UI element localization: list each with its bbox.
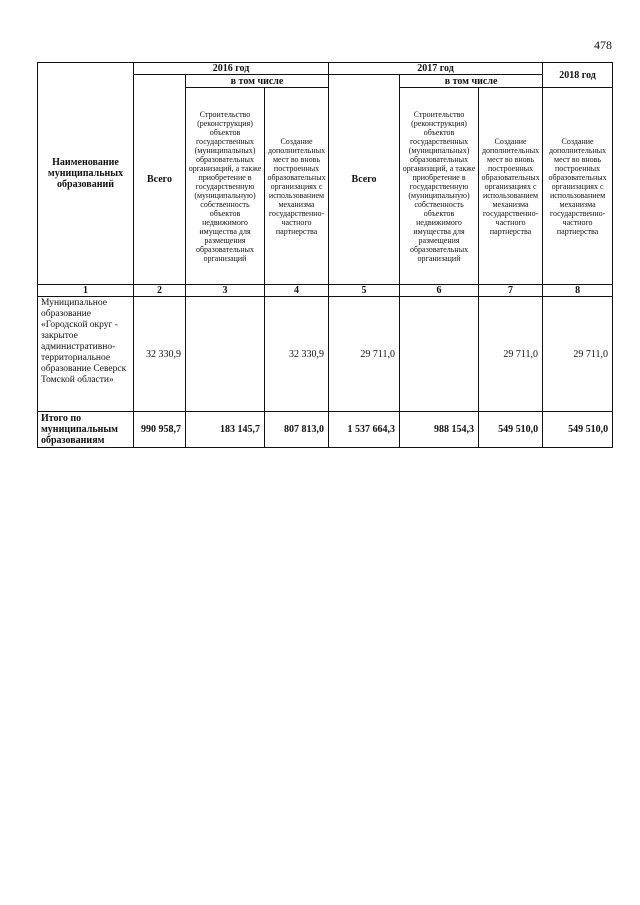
column-number: 3 (186, 285, 265, 297)
column-number: 8 (543, 285, 613, 297)
header-including-2016: в том числе (186, 75, 329, 88)
header-year-2017: 2017 год (329, 63, 543, 75)
header-including-2017: в том числе (400, 75, 543, 88)
cell-new-places-2016: 32 330,9 (265, 297, 329, 412)
column-number: 7 (479, 285, 543, 297)
header-municipality: Наименование муниципальных образований (38, 63, 134, 285)
cell-total-2017: 29 711,0 (329, 297, 400, 412)
total-construction-2016: 183 145,7 (186, 412, 265, 448)
table-row (38, 297, 613, 412)
total-new-places-2016: 807 813,0 (265, 412, 329, 448)
column-number: 5 (329, 285, 400, 297)
total-row (38, 412, 613, 448)
cell-total-2016: 32 330,9 (134, 297, 186, 412)
total-2017: 1 537 664,3 (329, 412, 400, 448)
header-new-places-2018: Создание дополнительных мест во вновь построенных образовательных организациях с использованием механизма государственно-частного партнерства (543, 88, 613, 285)
column-number: 1 (38, 285, 134, 297)
header-total-2016: Всего (134, 75, 186, 285)
header-new-places-2016: Создание дополнительных мест во вновь построенных образовательных организациях с использованием механизма государственно-частного партнерства (265, 88, 329, 285)
header-year-2016: 2016 год (134, 63, 329, 75)
header-total-2017: Всего (329, 75, 400, 285)
total-new-places-2018: 549 510,0 (543, 412, 613, 448)
column-number-row (38, 285, 613, 297)
budget-table (37, 62, 613, 448)
column-number: 2 (134, 285, 186, 297)
total-construction-2017: 988 154,3 (400, 412, 479, 448)
header-row-years (38, 63, 613, 75)
header-year-2018: 2018 год (543, 63, 613, 88)
header-construction-2017: Строительство (реконструкция) объектов государственных (муниципальных) образовательных организаций, а также приобретение в государственную (муниципальную) собственность объектов недвижимого имущества для размещения образовательных организаций (400, 88, 479, 285)
page-number: 478 (594, 38, 612, 52)
header-construction-2016: Строительство (реконструкция) объектов государственных (муниципальных) образовательных организаций, а также приобретение в государственную (муниципальную) собственность объектов недвижимого имущества для размещения образовательных организаций (186, 88, 265, 285)
column-number: 6 (400, 285, 479, 297)
total-new-places-2017: 549 510,0 (479, 412, 543, 448)
total-row-label: Итого по муниципальным образованиям (38, 412, 134, 448)
cell-new-places-2018: 29 711,0 (543, 297, 613, 412)
total-2016: 990 958,7 (134, 412, 186, 448)
cell-construction-2016 (186, 297, 265, 412)
header-new-places-2017: Создание дополнительных мест во вновь построенных образовательных организациях с использованием механизма государственно-частного партнерства (479, 88, 543, 285)
cell-construction-2017 (400, 297, 479, 412)
cell-new-places-2017: 29 711,0 (479, 297, 543, 412)
column-number: 4 (265, 285, 329, 297)
row-municipality-name: Муниципальное образование «Городской округ - закрытое административно-территориальное образование Северск Томской области» (38, 297, 134, 412)
